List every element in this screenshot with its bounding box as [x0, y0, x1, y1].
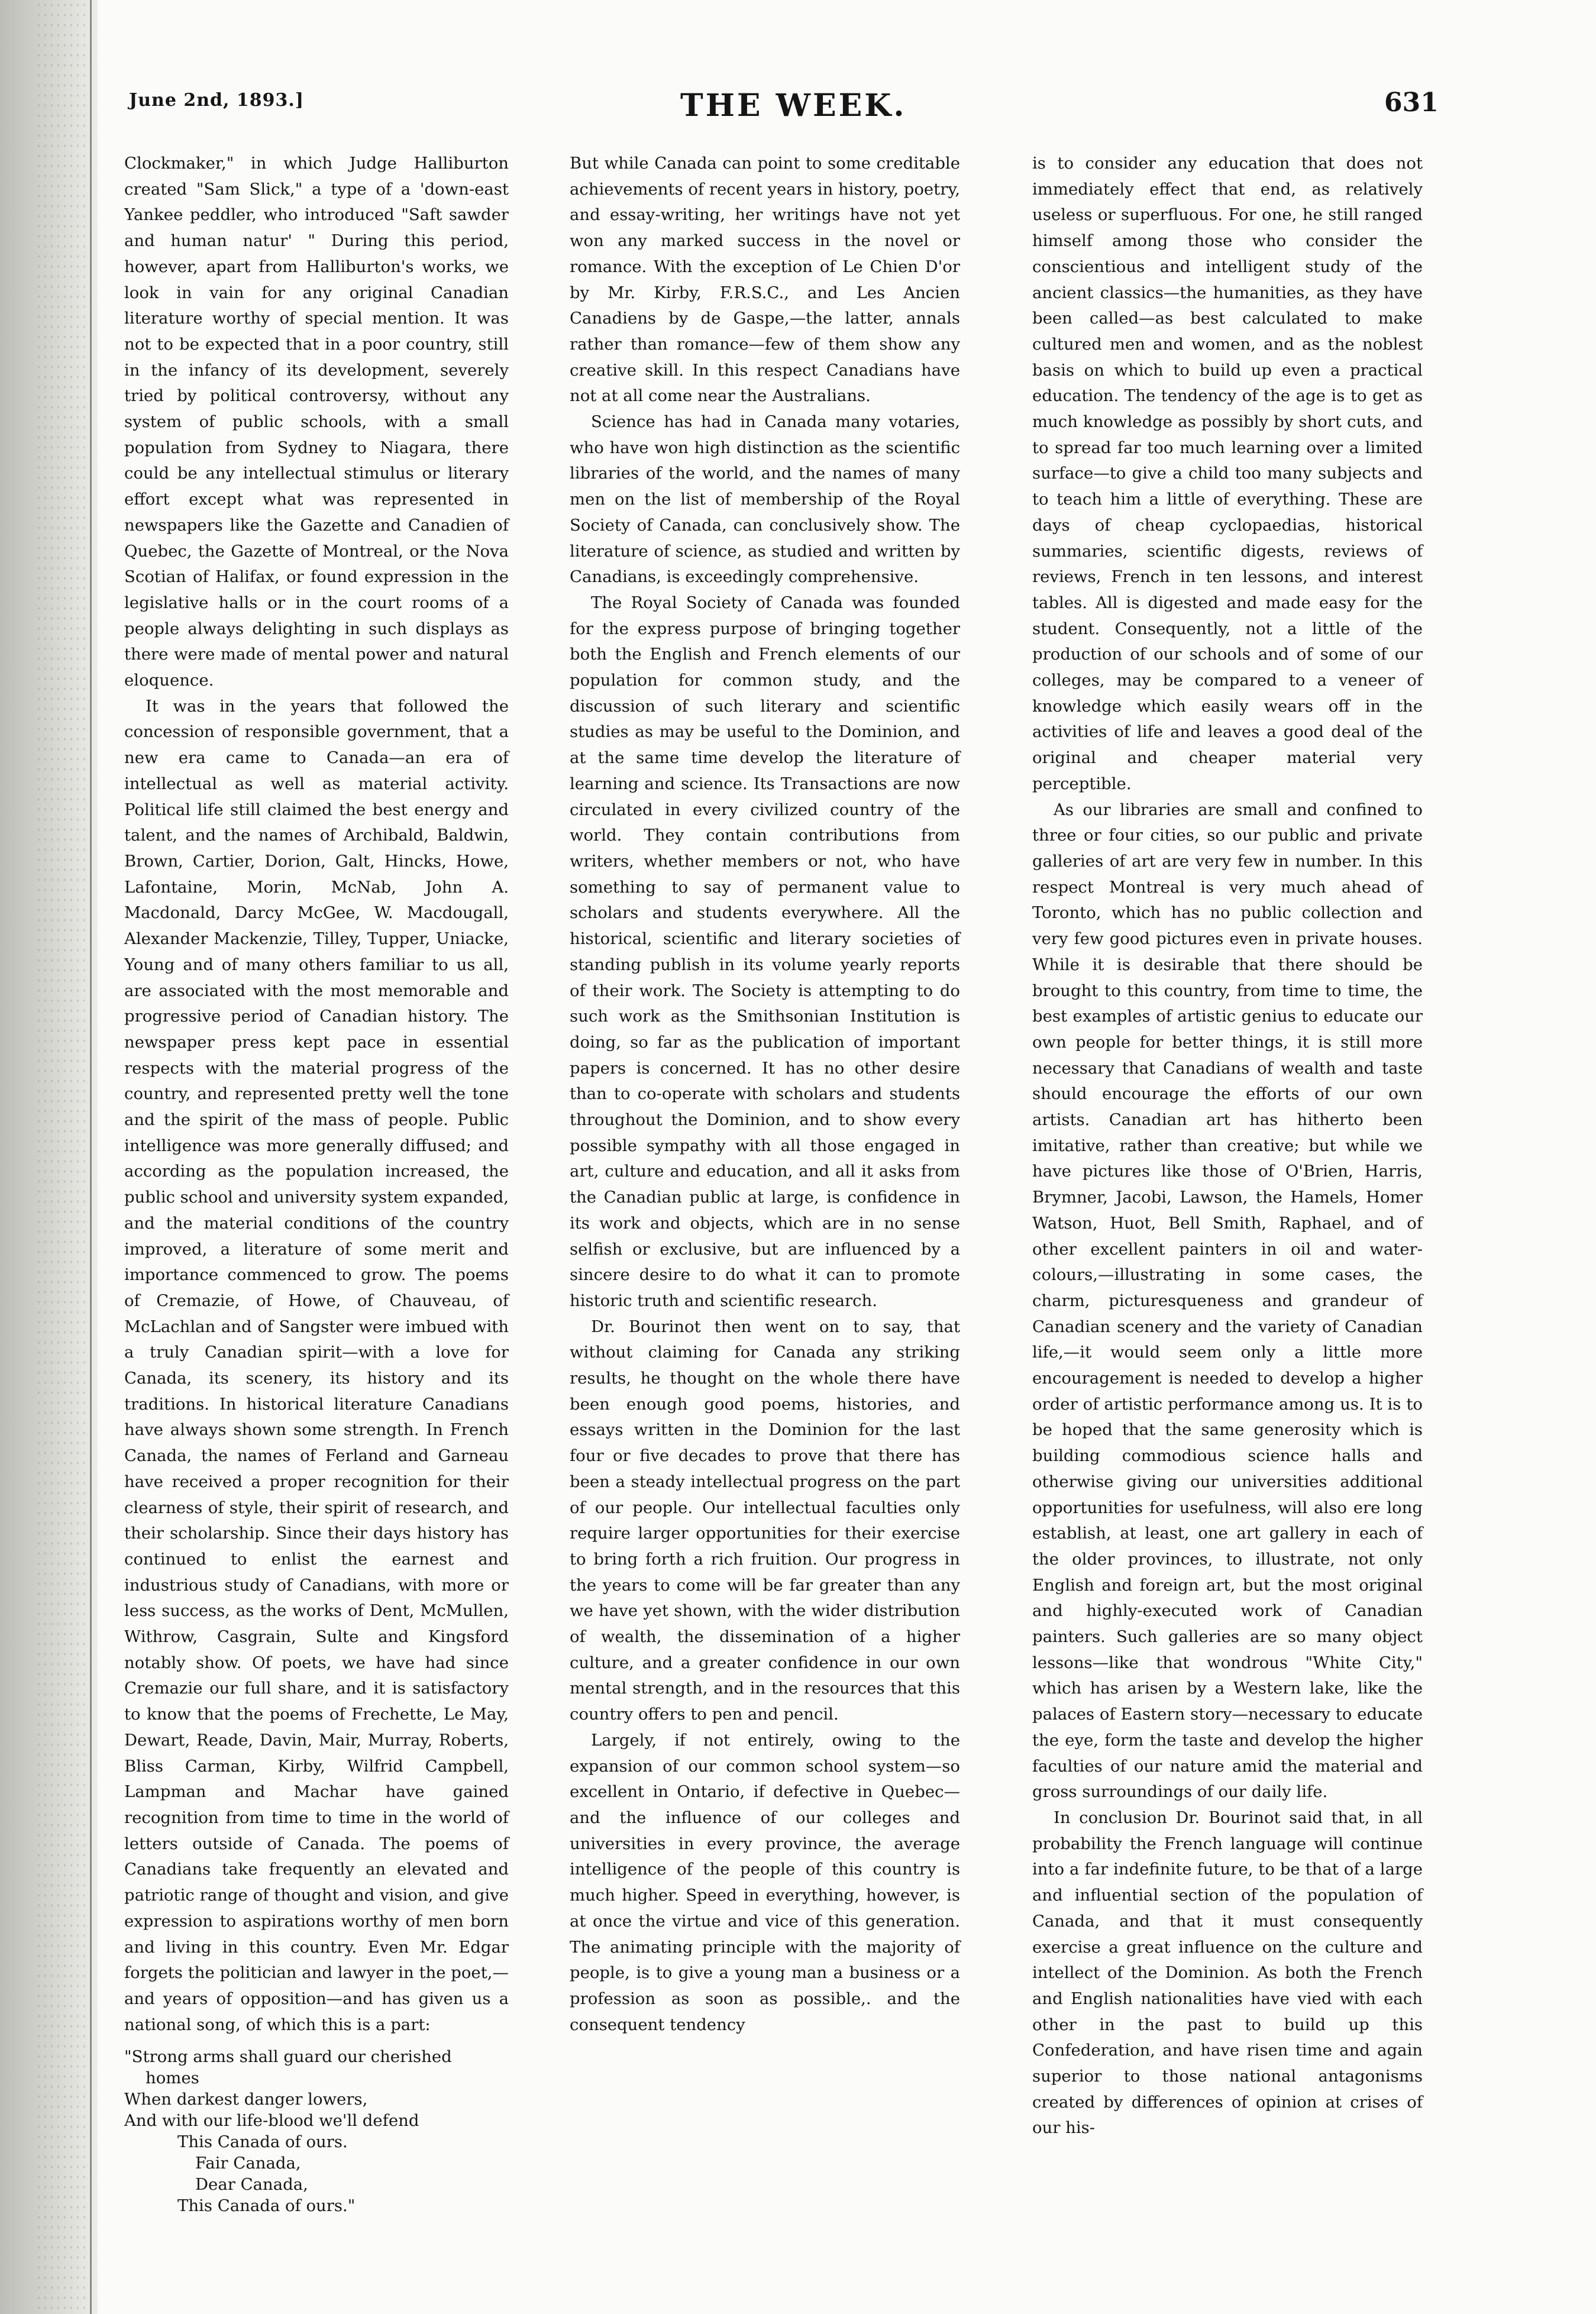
column-2-paragraph-2: Science has had in Canada many votaries, who have won high distinction as the scientific libraries of the world, and the names of many men on the list of membership of the Royal Society of Canada, can conclusively show. The literature of science, as studied and written by Canadians, is exceedingly comprehensive. — [570, 412, 960, 587]
column-1-paragraph-1: Clockmaker," in which Judge Halliburton created "Sam Slick," a type of a 'down-east Yankee peddler, who introduced "Saft sawder and human natur' " During this period, however, apart from Halliburton's works, we look in vain for any original Canadian literature worthy of special mention. It was not to be expected that in a poor country, still in the infancy of its development, severely tried by political controversy, without any system of public schools, with a small population from Sydney to Niagara, there could be any intellectual stimulus or literary effort except what was represented in newspapers like the Gazette and Canadien of Quebec, the Gazette of Montreal, or the Nova Scotian of Halifax, or found expression in the legislative halls or in the court rooms of a people always delighting in such displays as there were made of mental power and natural eloquence. — [124, 154, 509, 690]
poem-line: This Canada of ours. — [177, 2132, 348, 2152]
column-1 — [124, 151, 509, 2216]
column-3 — [1032, 151, 1423, 2141]
poem-line: homes — [146, 2069, 199, 2088]
masthead-title: THE WEEK. — [680, 88, 907, 124]
issue-date: June 2nd, 1893.] — [129, 90, 305, 111]
page-number: 631 — [1384, 88, 1439, 118]
binding-edge-line — [90, 0, 92, 2314]
column-2-paragraph-4: Dr. Bourinot then went on to say, that without claiming for Canada any striking results, he thought on the whole there have been enough good poems, histories, and essays written in the Dominion for the last four or five decades to prove that there has been a steady intellectual progress on the part of our people. Our intellectual faculties only require larger opportunities for their exercise to bring forth a rich fruition. Our progress in the years to come will be far greater than any we have yet shown, with the wider distribution of wealth, the dissemination of a higher culture, and a greater confidence in our own mental strength, and in the resources that this country offers to pen and pencil. — [570, 1317, 960, 1724]
poem-line: When darkest danger lowers, — [124, 2090, 368, 2109]
column-3-paragraph-2: As our libraries are small and confined to three or four cities, so our public and private galleries of art are very few in number. In this respect Montreal is very much ahead of Toronto, which has no public collection and very few good pictures even in private houses. While it is desirable that there should be brought to this country, from time to time, the best examples of artistic genius to educate our own people for better things, it is still more necessary that Canadians of wealth and taste should encourage the efforts of our own artists. Canadian art has hitherto been imitative, rather than creative; but while we have pictures like those of O'Brien, Harris, Brymner, Jacobi, Lawson, the Hamels, Homer Watson, Huot, Bell Smith, Raphael, and of other excellent painters in oil and water-colours,—illustrating in some cases, the charm, picturesqueness and grandeur of Canadian scenery and the variety of Canadian life,—it would seem only a little more encouragement is needed to develop a higher order of artistic performance among us. It is to be hoped that the same generosity which is building commodious science halls and otherwise giving our universities additional opportunities for usefulness, will also ere long establish, at least, one art gallery in each of the older provinces, to illustrate, not only English and foreign art, but the most original and highly-executed work of Canadian painters. Such galleries are so many object lessons—like that wondrous "White City," which has arisen by a Western lake, like the palaces of Eastern story—necessary to educate the eye, form the taste and develop the higher faculties of our nature amid the material and gross surroundings of our daily life. — [1032, 800, 1423, 1802]
poem-line: This Canada of ours." — [177, 2196, 356, 2216]
column-3-paragraph-1: is to consider any education that does not immediately effect that end, as relatively useless or superfluous. For one, he still ranged himself among those who consider the conscientious and intelligent study of the ancient classics—the humanities, as they have been called—as best calculated to make cultured men and women, and as the noblest basis on which to build up even a practical education. The tendency of the age is to get as much knowledge as possibly by short cuts, and to spread far too much learning over a limited surface—to give a child too many subjects and to teach him a little of everything. These are days of cheap cyclopaedias, historical summaries, scientific digests, reviews of reviews, French in ten lessons, and interest tables. All is digested and made easy for the student. Consequently, not a little of the production of our schools and of some of our colleges, may be compared to a veneer of knowledge which easily wears off in the activities of life and leaves a good deal of the original and cheaper material very perceptible. — [1032, 154, 1423, 793]
poem-line: Fair Canada, — [195, 2154, 301, 2173]
poem-line: And with our life-blood we'll defend — [124, 2111, 419, 2131]
gutter-scan-noise — [35, 0, 89, 2314]
column-2-paragraph-5: Largely, if not entirely, owing to the expansion of our common school system—so excellent in Ontario, if defective in Quebec—and the influence of our colleges and universities in every province, the average intelligence of the people of this country is much higher. Speed in everything, however, is at once the virtue and vice of this generation. The animating principle with the majority of people, is to give a young man a business or a profession as soon as possible,. and the consequent tendency — [570, 1730, 960, 2034]
poem-excerpt — [124, 2046, 509, 2216]
column-2-paragraph-3: The Royal Society of Canada was founded for the express purpose of bringing together both the English and French elements of our population for common study, and the discussion of such literary and scientific studies as may be useful to the Dominion, and at the same time develop the literature of learning and science. Its Transactions are now circulated in every civilized country of the world. They contain contributions from writers, whether members or not, who have something to say of permanent value to scholars and students everywhere. All the historical, scientific and literary societies of standing publish in its volume yearly reports of their work. The Society is attempting to do such work as the Smithsonian Institution is doing, so far as the publication of important papers is concerned. It has no other desire than to co-operate with scholars and students throughout the Dominion, and to show every possible sympathy with all those engaged in art, culture and education, and all it asks from the Canadian public at large, is confidence in its work and objects, which are in no sense selfish or exclusive, but are influenced by a sincere desire to do what it can to promote historic truth and scientific research. — [570, 593, 960, 1310]
column-3-paragraph-3: In conclusion Dr. Bourinot said that, in all probability the French language will continue into a far indefinite future, to be that of a large and influential section of the population of Canada, and that it must consequently exercise a great influence on the culture and intellect of the Dominion. As both the French and English nationalities have vied with each other in the past to build up this Confederation, and have risen time and again superior to those national antagonisms created by differences of opinion at crises of our his- — [1032, 1808, 1423, 2138]
column-2 — [570, 151, 960, 2038]
column-1-paragraph-2: It was in the years that followed the concession of responsible government, that a new era came to Canada—an era of intellectual as well as material activity. Political life still claimed the best energy and talent, and the names of Archibald, Baldwin, Brown, Cartier, Dorion, Galt, Hincks, Howe, Lafontaine, Morin, McNab, John A. Macdonald, Darcy McGee, W. Macdougall, Alexander Mackenzie, Tilley, Tupper, Uniacke, Young and of many others familiar to us all, are associated with the most memorable and progressive period of Canadian history. The newspaper press kept pace in essential respects with the material progress of the country, and represented pretty well the tone and the spirit of the mass of people. Public intelligence was more generally diffused; and according as the population increased, the public school and university system expanded, and the material conditions of the country improved, a literature of some merit and importance commenced to grow. The poems of Cremazie, of Howe, of Chauveau, of McLachlan and of Sangster were imbued with a truly Canadian spirit—with a love for Canada, its scenery, its history and its traditions. In historical literature Canadians have always shown some strength. In French Canada, the names of Ferland and Garneau have received a proper recognition for their clearness of style, their spirit of research, and their scholarship. Since their days history has continued to enlist the earnest and industrious study of Canadians, with more or less success, as the works of Dent, McMullen, Withrow, Casgrain, Sulte and Kingsford notably show. Of poets, we have had since Cremazie our full share, and it is satisfactory to know that the poems of Frechette, Le May, Dewart, Reade, Davin, Mair, Murray, Roberts, Bliss Carman, Kirby, Wilfrid Campbell, Lampman and Machar have gained recognition from time to time in the world of letters outside of Canada. The poems of Canadians take frequently an elevated and patriotic range of thought and vision, and give expression to aspirations worthy of men born and living in this country. Even Mr. Edgar forgets the politician and lawyer in the poet,—and years of opposition—and has given us a national song, of which this is a part: — [124, 696, 509, 2034]
poem-line: Dear Canada, — [195, 2175, 308, 2195]
poem-line: "Strong arms shall guard our cherished — [124, 2047, 452, 2067]
column-2-paragraph-1: But while Canada can point to some creditable achievements of recent years in history, poetry, and essay-writing, her writings have not yet won any marked success in the novel or romance. With the exception of Le Chien D'or by Mr. Kirby, F.R.S.C., and Les Ancien Canadiens by de Gaspe,—the latter, annals rather than romance—few of them show any creative skill. In this respect Canadians have not at all come near the Australians. — [570, 154, 960, 406]
